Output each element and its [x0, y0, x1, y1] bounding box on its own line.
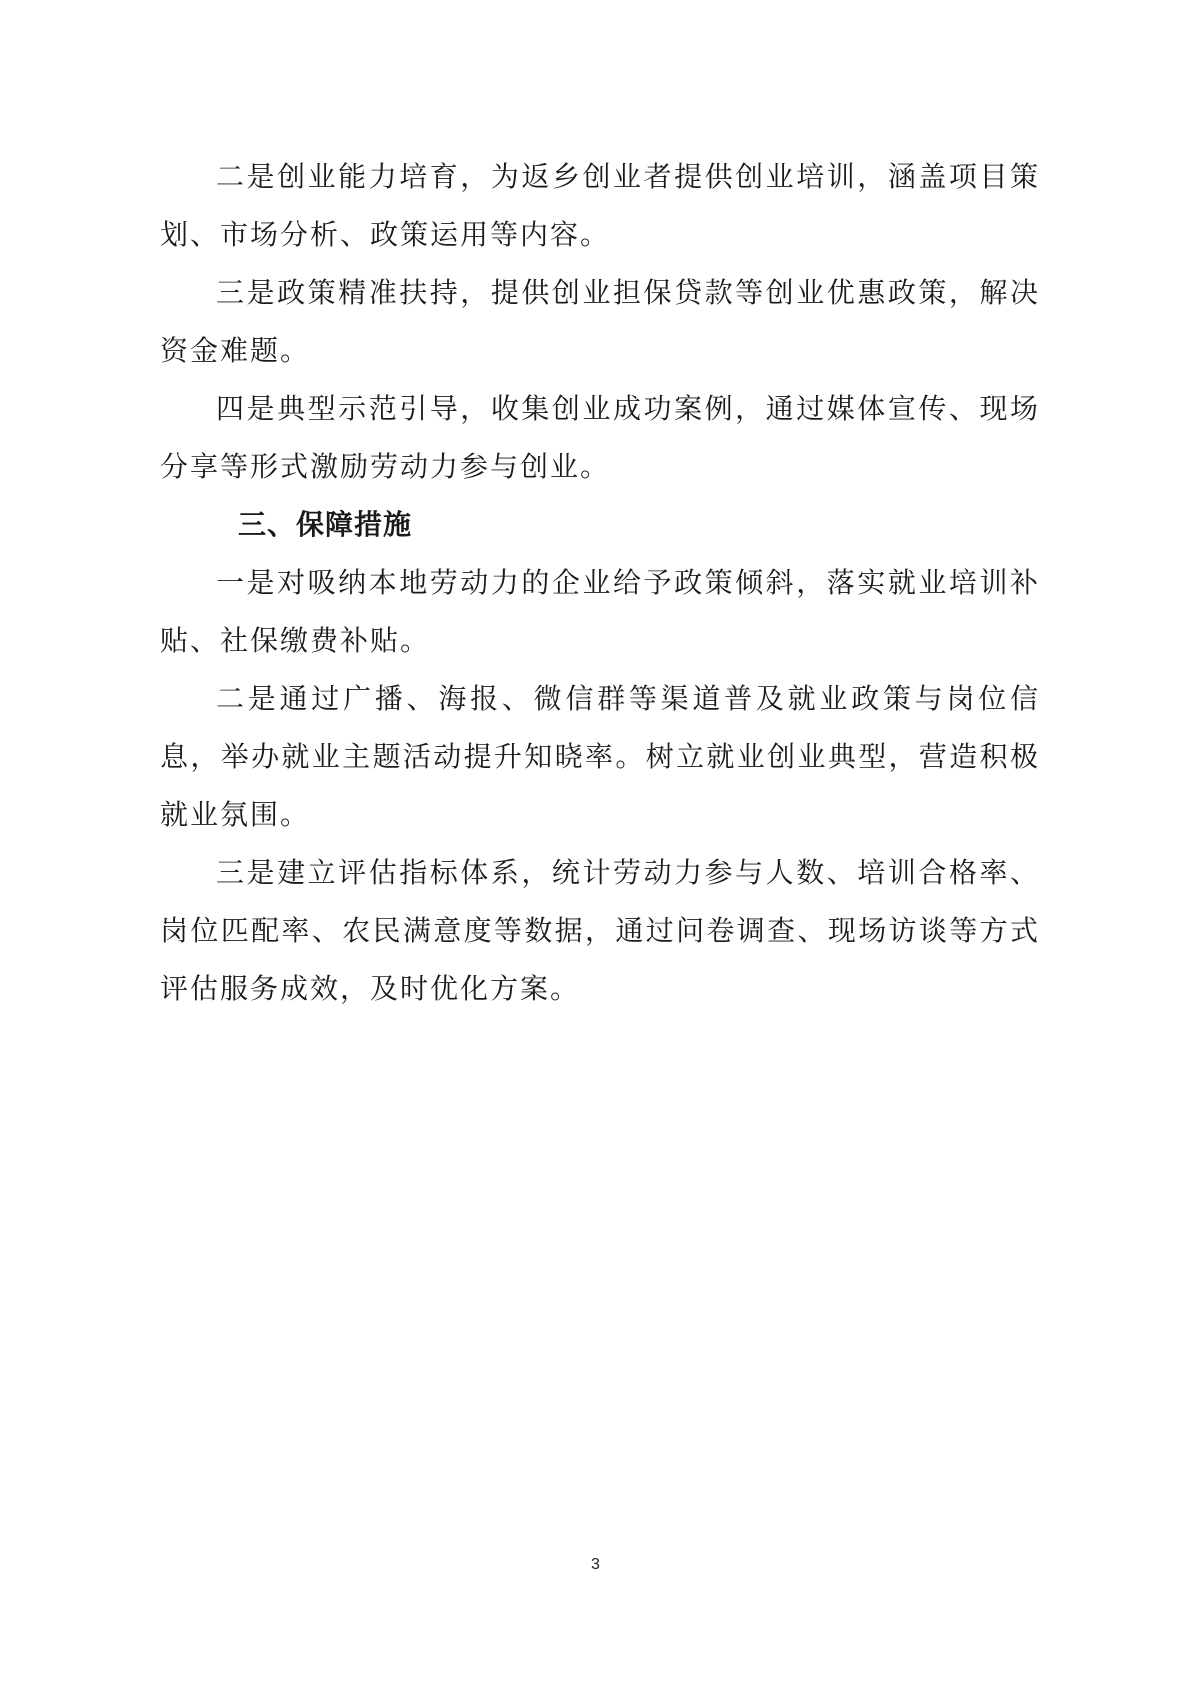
document-body [160, 148, 1040, 1018]
paragraph-model-guidance: 四是典型示范引导，收集创业成功案例，通过媒体宣传、现场分享等形式激励劳动力参与创业。 [160, 392, 1040, 483]
paragraph-entrepreneurship-training: 二是创业能力培育，为返乡创业者提供创业培训，涵盖项目策划、市场分析、政策运用等内容。 [160, 160, 1040, 251]
section-heading-safeguards: 三、保障措施 [238, 508, 413, 541]
page-number: 3 [591, 1556, 600, 1573]
paragraph-evaluation-system: 三是建立评估指标体系，统计劳动力参与人数、培训合格率、岗位匹配率、农民满意度等数据，通过问卷调查、现场访谈等方式评估服务成效，及时优化方案。 [160, 856, 1040, 1005]
paragraph-policy-support: 三是政策精准扶持，提供创业担保贷款等创业优惠政策，解决资金难题。 [160, 276, 1040, 367]
paragraph-policy-publicity: 二是通过广播、海报、微信群等渠道普及就业政策与岗位信息，举办就业主题活动提升知晓率。树立就业创业典型，营造积极就业氛围。 [160, 682, 1040, 831]
paragraph-enterprise-incentives: 一是对吸纳本地劳动力的企业给予政策倾斜，落实就业培训补贴、社保缴费补贴。 [160, 566, 1040, 657]
